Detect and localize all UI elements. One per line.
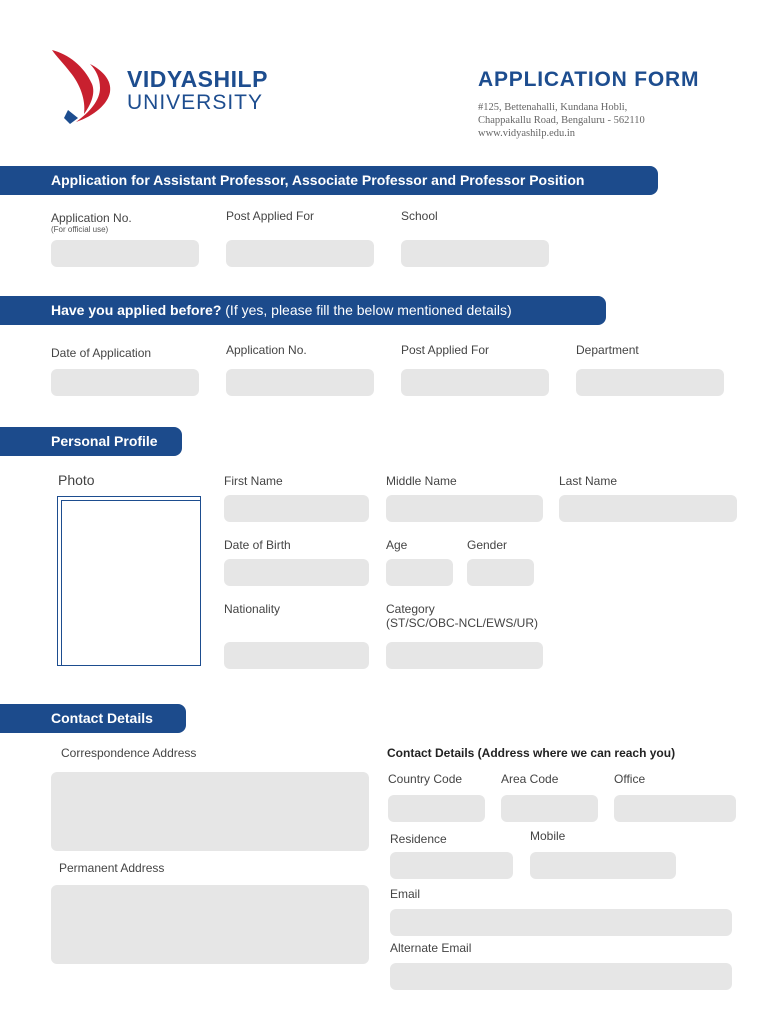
section-bar-contact-details [0,704,186,733]
prev-post-applied-field[interactable] [401,369,549,396]
section-title: Have you applied before? [51,302,222,318]
residence-phone-field[interactable] [390,852,513,879]
permanent-address-field[interactable] [51,885,369,964]
residence-label: Residence [390,832,447,846]
section-bar-personal-profile [0,427,182,456]
department-field[interactable] [576,369,724,396]
section-title: Personal Profile [51,433,158,449]
photo-label: Photo [58,472,95,488]
application-no-label: Application No. [51,211,132,225]
country-code-field[interactable] [388,795,485,822]
school-field[interactable] [401,240,549,267]
mobile-field[interactable] [530,852,676,879]
gender-field[interactable] [467,559,534,586]
dob-label: Date of Birth [224,538,291,552]
form-title: APPLICATION FORM [478,68,700,91]
category-field[interactable] [386,642,543,669]
email-field[interactable] [390,909,732,936]
school-label: School [401,209,438,223]
website-url: www.vidyashilp.edu.in [478,128,576,139]
nationality-field[interactable] [224,642,369,669]
category-options-label: (ST/SC/OBC-NCL/EWS/UR) [386,616,539,630]
area-code-field[interactable] [501,795,598,822]
category-label: Category [386,602,435,616]
section-bar-applied-before [0,296,606,325]
last-name-field[interactable] [559,495,737,522]
section-note: (If yes, please fill the below mentioned details) [225,302,512,318]
dob-field[interactable] [224,559,369,586]
alternate-email-field[interactable] [390,963,732,990]
date-of-application-label: Date of Application [51,346,152,360]
area-code-label: Area Code [501,772,559,786]
section-title: Contact Details [51,710,153,726]
prev-application-no-label: Application No. [226,343,307,357]
last-name-label: Last Name [559,474,618,488]
gender-label: Gender [467,538,508,552]
official-use-note: (For official use) [51,225,109,234]
correspondence-address-label: Correspondence Address [61,746,197,760]
department-label: Department [576,343,639,357]
address-line-1: #125, Bettenahalli, Kundana Hobli, [478,102,628,113]
photo-box[interactable] [57,496,201,666]
permanent-address-label: Permanent Address [59,861,165,875]
age-label: Age [386,538,408,552]
email-label: Email [390,887,421,901]
section-title: Application for Assistant Professor, Associate Professor and Professor Position [51,172,585,188]
middle-name-label: Middle Name [386,474,457,488]
application-no-field[interactable] [51,240,199,267]
brand-subtitle: UNIVERSITY [127,91,264,114]
mobile-label: Mobile [530,829,566,843]
post-applied-label: Post Applied For [226,209,315,223]
nationality-label: Nationality [224,602,281,616]
brand-name: VIDYASHILP [127,66,268,92]
post-applied-field[interactable] [226,240,374,267]
prev-application-no-field[interactable] [226,369,374,396]
address-line-2: Chappakallu Road, Bengaluru - 562110 [478,115,645,126]
age-field[interactable] [386,559,453,586]
first-name-field[interactable] [224,495,369,522]
contact-heading: Contact Details (Address where we can reach you) [387,746,676,760]
country-code-label: Country Code [388,772,463,786]
prev-post-applied-label: Post Applied For [401,343,490,357]
office-label: Office [614,772,646,786]
section-bar-position [0,166,658,195]
office-phone-field[interactable] [614,795,736,822]
first-name-label: First Name [224,474,283,488]
correspondence-address-field[interactable] [51,772,369,851]
date-of-application-field[interactable] [51,369,199,396]
university-logo-icon [50,48,114,124]
alternate-email-label: Alternate Email [390,941,472,955]
middle-name-field[interactable] [386,495,543,522]
